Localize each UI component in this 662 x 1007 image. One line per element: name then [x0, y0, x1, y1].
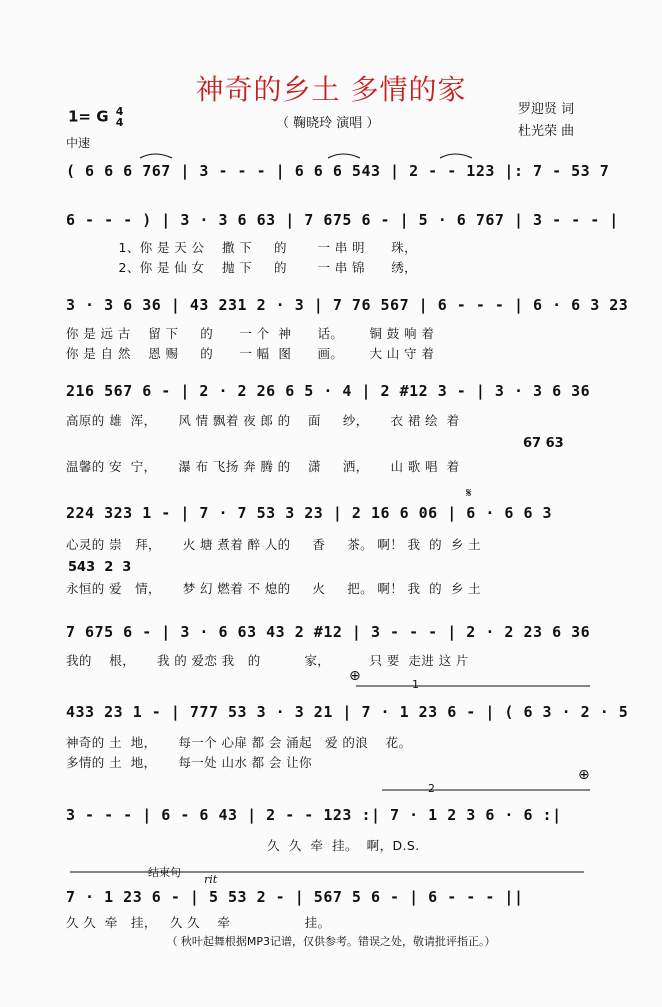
triplet-slur	[140, 154, 172, 158]
ritardando-marking: rit	[204, 873, 218, 886]
time-signature-top: 4	[115, 105, 124, 118]
transcription-footnote: （ 秋叶起舞根据MP3记谱，仅供参考。错误之处，敬请批评指正。）	[166, 935, 496, 948]
lyricist-credit: 罗迎贤 词	[518, 102, 575, 117]
notation-system-6: 7 675 6 - | 3 · 6 63 43 2 #12 | 3 - - - | 2 · 2 23 6 36	[66, 623, 591, 641]
time-signature-bottom: 4	[115, 116, 124, 129]
ending-section-label: 结束句	[148, 866, 181, 879]
notation-system-1: ( 6 6 6 767 | 3 - - - | 6 6 6 543 | 2 - - 123 |: 7 - 53 7	[66, 162, 610, 180]
triplet-slur	[328, 154, 360, 158]
lyric-verse1-line1: 1、你 是 天 公 撒 下 的 一 串 明 珠，	[66, 240, 417, 255]
key-signature: 1= G 4 4	[68, 105, 124, 129]
lyric-line8: 久 久 牵 挂， 久 久 牵 挂。	[66, 915, 331, 930]
lyric-verse2-line6: 多情的 土 地， 每一处 山水 都 会 让你	[66, 755, 312, 770]
coda-sign-icon-2: ⊕	[578, 767, 590, 783]
alternate-notes-verse2-b: 543 2 3	[68, 560, 132, 575]
performer-credit: （ 鞠晓玲 演唱 ）	[276, 116, 380, 131]
notation-system-2: 6 - - - ) | 3 · 3 6 63 | 7 675 6 - | 5 · 6 767 | 3 - - - |	[66, 211, 619, 229]
notation-system-9: 7 · 1 23 6 - | 5 53 2 - | 567 5 6 - | 6 - - - ||	[66, 888, 524, 906]
tempo-marking: 中速	[66, 136, 91, 150]
alternate-notes-verse2: 67 63	[523, 436, 564, 451]
notation-system-4: 216 567 6 - | 2 · 2 26 6 5 · 4 | 2 #12 3 - | 3 · 3 6 36	[66, 382, 591, 400]
triplet-slur	[440, 154, 472, 158]
notation-system-8: 3 - - - | 6 - 6 43 | 2 - - 123 :| 7 · 1 2 3 6 · 6 :|	[66, 806, 562, 824]
segno-sign-icon: 𝄋	[466, 486, 472, 501]
lyric-verse1-line4: 心灵的 崇 拜， 火 塘 煮着 醉 人的 香 茶。 啊！ 我 的 乡 土	[66, 537, 482, 552]
lyric-verse2-line3: 温馨的 安 宁， 瀑 布 飞扬 奔 腾 的 潇 洒， 山 歌 唱 着	[66, 459, 460, 474]
lyric-line5: 我的 根， 我 的 爱恋 我 的 家， 只 要 走进 这 片	[66, 653, 469, 668]
lyric-verse2-line2: 你 是 自 然 恩 赐 的 一 幅 图 画。 大 山 守 着	[66, 346, 435, 361]
lyric-verse2-line1: 2、你 是 仙 女 抛 下 的 一 串 锦 绣，	[66, 260, 417, 275]
notation-system-7: 433 23 1 - | 777 53 3 · 3 21 | 7 · 1 23 6 - | ( 6 3 · 2 · 5	[66, 703, 629, 721]
lyric-verse1-line6: 神奇的 土 地， 每一个 心扉 都 会 涌起 爱 的浪 花。	[66, 735, 412, 750]
song-title: 神奇的乡土 多情的家	[195, 73, 467, 106]
notation-system-5: 224 323 1 - | 7 · 7 53 3 23 | 2 16 6 06 | 6 · 6 6 3	[66, 504, 553, 522]
volta-1-label: 1	[412, 678, 419, 691]
lyric-line7: 久 久 牵 挂。 啊，D.S.	[66, 838, 420, 853]
volta-2-label: 2	[428, 782, 435, 795]
lyric-verse2-line4: 永恒的 爱 情， 梦 幻 燃着 不 熄的 火 把。 啊！ 我 的 乡 土	[66, 581, 482, 596]
lyric-verse1-line3: 高原的 雄 浑， 风 情 飘着 夜 郎 的 面 纱， 衣 裙 绘 着	[66, 413, 460, 428]
notation-system-3: 3 · 3 6 36 | 43 231 2 · 3 | 7 76 567 | 6 - - - | 6 · 6 3 23	[66, 296, 629, 314]
composer-credit: 杜光荣 曲	[518, 124, 575, 139]
lyric-verse1-line2: 你 是 远 古 留 下 的 一 个 神 话。 铜 鼓 响 着	[66, 326, 435, 341]
coda-sign-icon: ⊕	[349, 668, 361, 684]
